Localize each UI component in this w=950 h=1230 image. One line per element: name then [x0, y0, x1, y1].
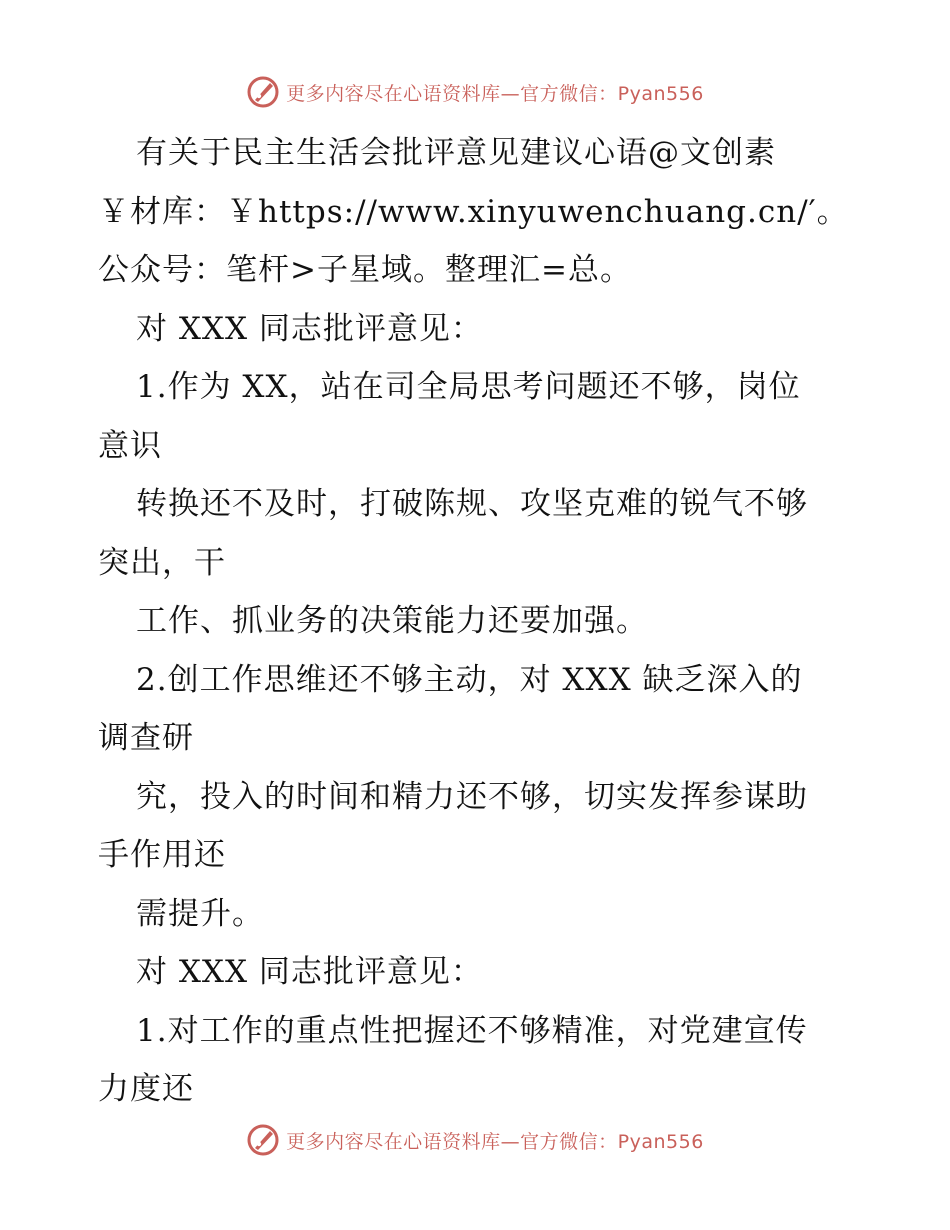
text-line: 有关于民主生活会批评意见建议心语@文创素	[136, 135, 776, 171]
footer-watermark	[0, 1120, 950, 1160]
document-body	[98, 124, 858, 1119]
text-line: 意识	[98, 427, 162, 464]
text-line: 对 XXX 同志批评意见：	[136, 954, 483, 990]
text-line: 究，投入的时间和精力还不够，切实发挥参谋助	[136, 778, 808, 815]
text-line: 需提升。	[136, 895, 264, 932]
text-line: 对 XXX 同志批评意见：	[136, 310, 483, 347]
text-line: 手作用还	[98, 837, 226, 873]
text-line: 转换还不及时，打破陈规、攻坚克难的锐气不够	[136, 486, 808, 522]
text-line: 工作、抓业务的决策能力还要加强。	[136, 603, 648, 639]
text-line: 1.对工作的重点性把握还不够精准，对党建宣传	[136, 1012, 808, 1049]
header-watermark	[0, 72, 950, 112]
text-line: ￥材库：￥https://www.xinyuwenchuang.cn/′。	[98, 193, 849, 230]
watermark-text: 更多内容尽在心语资料库—官方微信：Pyan556	[286, 82, 704, 105]
text-line: 调查研	[98, 720, 194, 756]
quill-logo-icon	[246, 1123, 280, 1157]
text-line: 力度还	[98, 1071, 194, 1107]
text-line: 突出，干	[98, 544, 226, 581]
text-line: 公众号：笔杆>子星域。整理汇=总。	[98, 252, 632, 288]
text-line: 1.作为 XX，站在司全局思考问题还不够，岗位	[136, 369, 801, 405]
quill-logo-icon	[246, 75, 280, 109]
watermark-text: 更多内容尽在心语资料库—官方微信：Pyan556	[286, 1130, 704, 1153]
text-line: 2.创工作思维还不够主动，对 XXX 缺乏深入的	[136, 661, 803, 698]
